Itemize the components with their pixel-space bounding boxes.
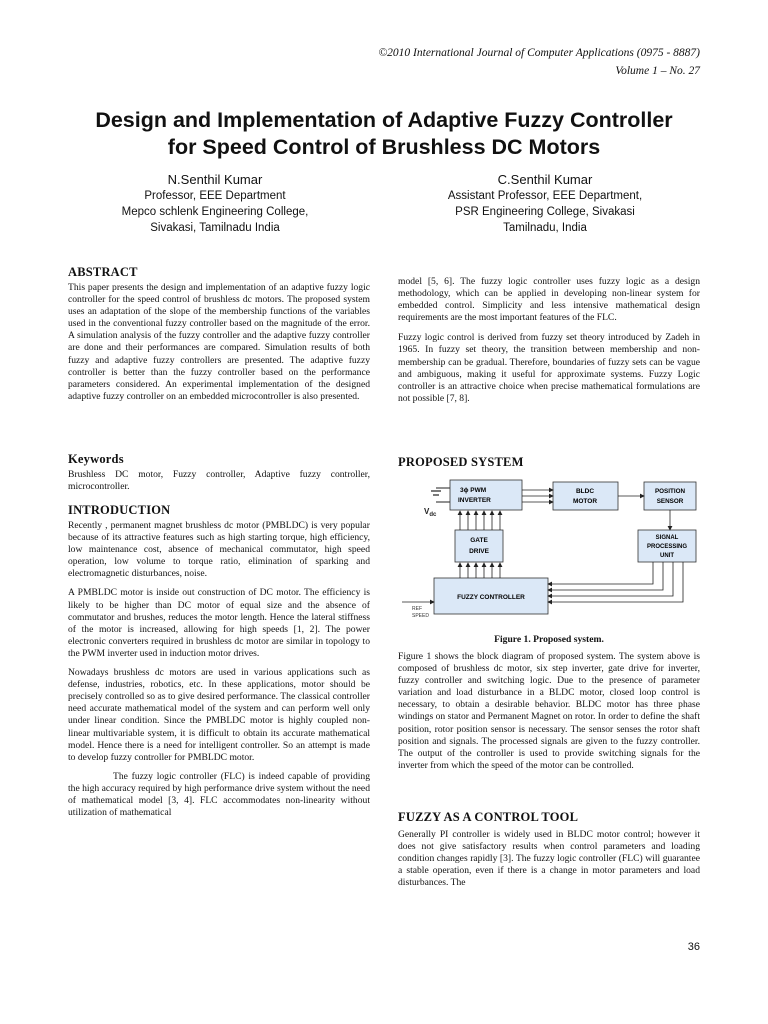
author-name: C.Senthil Kumar bbox=[497, 172, 593, 187]
spu-label-3: UNIT bbox=[660, 553, 674, 559]
introduction-heading: INTRODUCTION bbox=[68, 503, 171, 517]
spu-label-2: PROCESSING bbox=[646, 544, 688, 550]
intro-paragraph-1: Recently , permanent magnet brushless dc motor (PMBLDC) is very popular because of its attractive features such as high starting torque, high efficiency, low maintenance cost, absence of mechanical commutator, high speed operation, low volume to torque ratio, elimination of sparking and electromagnetic disturbances, noise. bbox=[68, 520, 370, 580]
paper-title bbox=[40, 107, 728, 161]
position-sensor-block bbox=[644, 482, 696, 510]
keywords-heading: Keywords bbox=[68, 452, 124, 466]
author-affiliation: Mepco schlenk Engineering College, bbox=[121, 206, 309, 218]
gate-signal-arrows bbox=[460, 511, 500, 530]
block-diagram bbox=[398, 478, 700, 630]
proposed-heading-wrap bbox=[398, 455, 700, 472]
bldc-label-1: BLDC bbox=[575, 488, 595, 495]
author-name: N.Senthil Kumar bbox=[167, 172, 263, 187]
ref-label-2: SPEED bbox=[412, 613, 429, 619]
journal-line: ©2010 International Journal of Computer Applications (0975 - 8887) bbox=[378, 47, 700, 59]
bldc-label-2: MOTOR bbox=[572, 498, 598, 505]
fuzzy-tool-section bbox=[398, 810, 700, 889]
fuzzy-tool-heading: FUZZY AS A CONTROL TOOL bbox=[398, 810, 579, 824]
author-affiliation: PSR Engineering College, Sivakasi bbox=[455, 206, 635, 218]
ref-label-1: REF bbox=[412, 606, 422, 612]
spu-label-1: SIGNAL bbox=[655, 535, 679, 541]
author-location: Sivakasi, Tamilnadu India bbox=[150, 222, 280, 234]
author-2 bbox=[410, 171, 680, 236]
page-number: 36 bbox=[687, 941, 700, 953]
left-column bbox=[68, 265, 370, 403]
gate-label-2: DRIVE bbox=[469, 548, 489, 555]
introduction-section bbox=[68, 503, 370, 819]
fuzzy-tool-text: Generally PI controller is widely used in BLDC motor control; however it does not give satisfactory results when control parameters and loading condition changes rapidly [3]. The fuzzy logic controller (FLC) will guarantee a stable operation, even if there is a change in motor parameters and load disturbances. The bbox=[398, 829, 700, 889]
title-line-2: for Speed Control of Brushless DC Motors bbox=[167, 135, 601, 159]
keywords-text: Brushless DC motor, Fuzzy controller, Adaptive fuzzy controller, microcontroller. bbox=[68, 469, 370, 493]
abstract-text: This paper presents the design and implementation of an adaptive fuzzy logic controller for the speed control of brushless dc motors. The proposed system uses an adaptation of the slope of the membership functions of the variables used in the conventional fuzzy controller based on the magnitude of the error. A simulation analysis of the fuzzy controller and the adaptive fuzzy controller are done and their performances are compared. Simulation results of both fuzzy and adaptive fuzzy controllers are presented. The adaptive fuzzy controller is better than the fuzzy controller based on the performance parameters considered. An experimental implementation of the designed adaptive fuzzy controller on an embedded microcontroller is also presented. bbox=[68, 282, 370, 402]
proposed-text-wrap bbox=[398, 651, 700, 772]
keywords-section bbox=[68, 452, 370, 493]
running-header bbox=[378, 44, 700, 80]
bldc-motor-block bbox=[553, 482, 618, 510]
gate-label-1: GATE bbox=[470, 537, 488, 544]
intro-paragraph-4: The fuzzy logic controller (FLC) is indeed capable of providing the high accuracy required by high performance drive system without the need of mathematical model [3, 4]. FLC accommodates non-linearity without utilization of mathematical bbox=[68, 770, 370, 819]
intro-paragraph-3: Nowadays brushless dc motors are used in various applications such as defense, industries, robotics, etc. In these applications, motor should be precisely controlled so as to give desired performance. The classical controller need accurate mathematical model of the system and can perform well only under linear condition. Since the PMBLDC motor is highly coupled non-linear multivariable system, it is difficult to obtain its accurate mathematical model. Hence there is a need for intelligent controller. So an attempt is made to develop fuzzy controller for PMBLDC motor. bbox=[68, 667, 370, 763]
inverter-label-1: 3ϕ PWM bbox=[460, 487, 487, 494]
inverter-label-2: INVERTER bbox=[458, 497, 491, 504]
author-role: Professor, EEE Department bbox=[144, 190, 286, 202]
proposed-system-text: Figure 1 shows the block diagram of proposed system. The system above is composed of brushless dc motor, six step inverter, gate drive for inverter, fuzzy controller and switching logic. Due to the presence of parameter variation and load disturbance in a BLDC motor, closed loop control is necessary, to obtain a desirable behavior. BLDC motor has three phase windings on stator and Permanent Magnet on rotor. In order to define the shaft position, rotor position sensor is necessary. The sensor senses the rotor shaft position and signals. The processed signals are given to the fuzzy controller. The output of the controller is used to provide switching signals for the inverter from which the speed of the motor can be controlled. bbox=[398, 651, 700, 771]
gate-drive-block bbox=[455, 530, 503, 562]
feedback-lines bbox=[548, 562, 683, 602]
intro-paragraph-2: A PMBLDC motor is inside out construction of DC motor. The efficiency is likely to be higher than DC motor of equal size and the absence of commutator and brushes, reduces the motor length. Hence the lateral stiffness of the motor is increased, allowing for high speeds [1, 2]. The power electronic converters required in brushless dc motor are similar in topology to the PWM inverter used in induction motor drives. bbox=[68, 587, 370, 659]
right-paragraph-2: Fuzzy logic control is derived from fuzzy set theory introduced by Zadeh in 1965. In fuzzy set theory, the transition between membership and non-membership can be gradual. Therefore, boundaries of fuzzy sets can be vague and ambiguous, making it useful for approximate systems. Fuzzy Logic controller is an attractive choice when precise mathematical formulations are not possible [7, 8]. bbox=[398, 332, 700, 404]
volume-line: Volume 1 – No. 27 bbox=[615, 65, 700, 77]
fuzzy-label: FUZZY CONTROLLER bbox=[457, 594, 525, 601]
figure-caption: Figure 1. Proposed system. bbox=[494, 634, 604, 645]
pos-label-1: POSITION bbox=[654, 488, 686, 495]
inverter-block bbox=[450, 480, 522, 510]
author-location: Tamilnadu, India bbox=[503, 222, 587, 234]
pos-label-2: SENSOR bbox=[656, 498, 684, 505]
right-paragraph-1: model [5, 6]. The fuzzy logic controller uses fuzzy logic as a design methodology, which can be applied in developing non-linear system for embedded control. Simplicity and less intensive mathematical design requirements are the most important features of the FLC. bbox=[398, 276, 700, 324]
right-column-top bbox=[398, 276, 700, 405]
fuzzy-gate-arrows bbox=[460, 563, 500, 578]
title-line-1: Design and Implementation of Adaptive Fuzzy Controller bbox=[95, 108, 673, 132]
author-role: Assistant Professor, EEE Department, bbox=[447, 190, 643, 202]
author-1 bbox=[95, 171, 335, 236]
abstract-heading: ABSTRACT bbox=[68, 265, 138, 279]
proposed-system-heading: PROPOSED SYSTEM bbox=[398, 455, 524, 469]
vdc-label: $V_{dc}$ bbox=[424, 507, 437, 518]
